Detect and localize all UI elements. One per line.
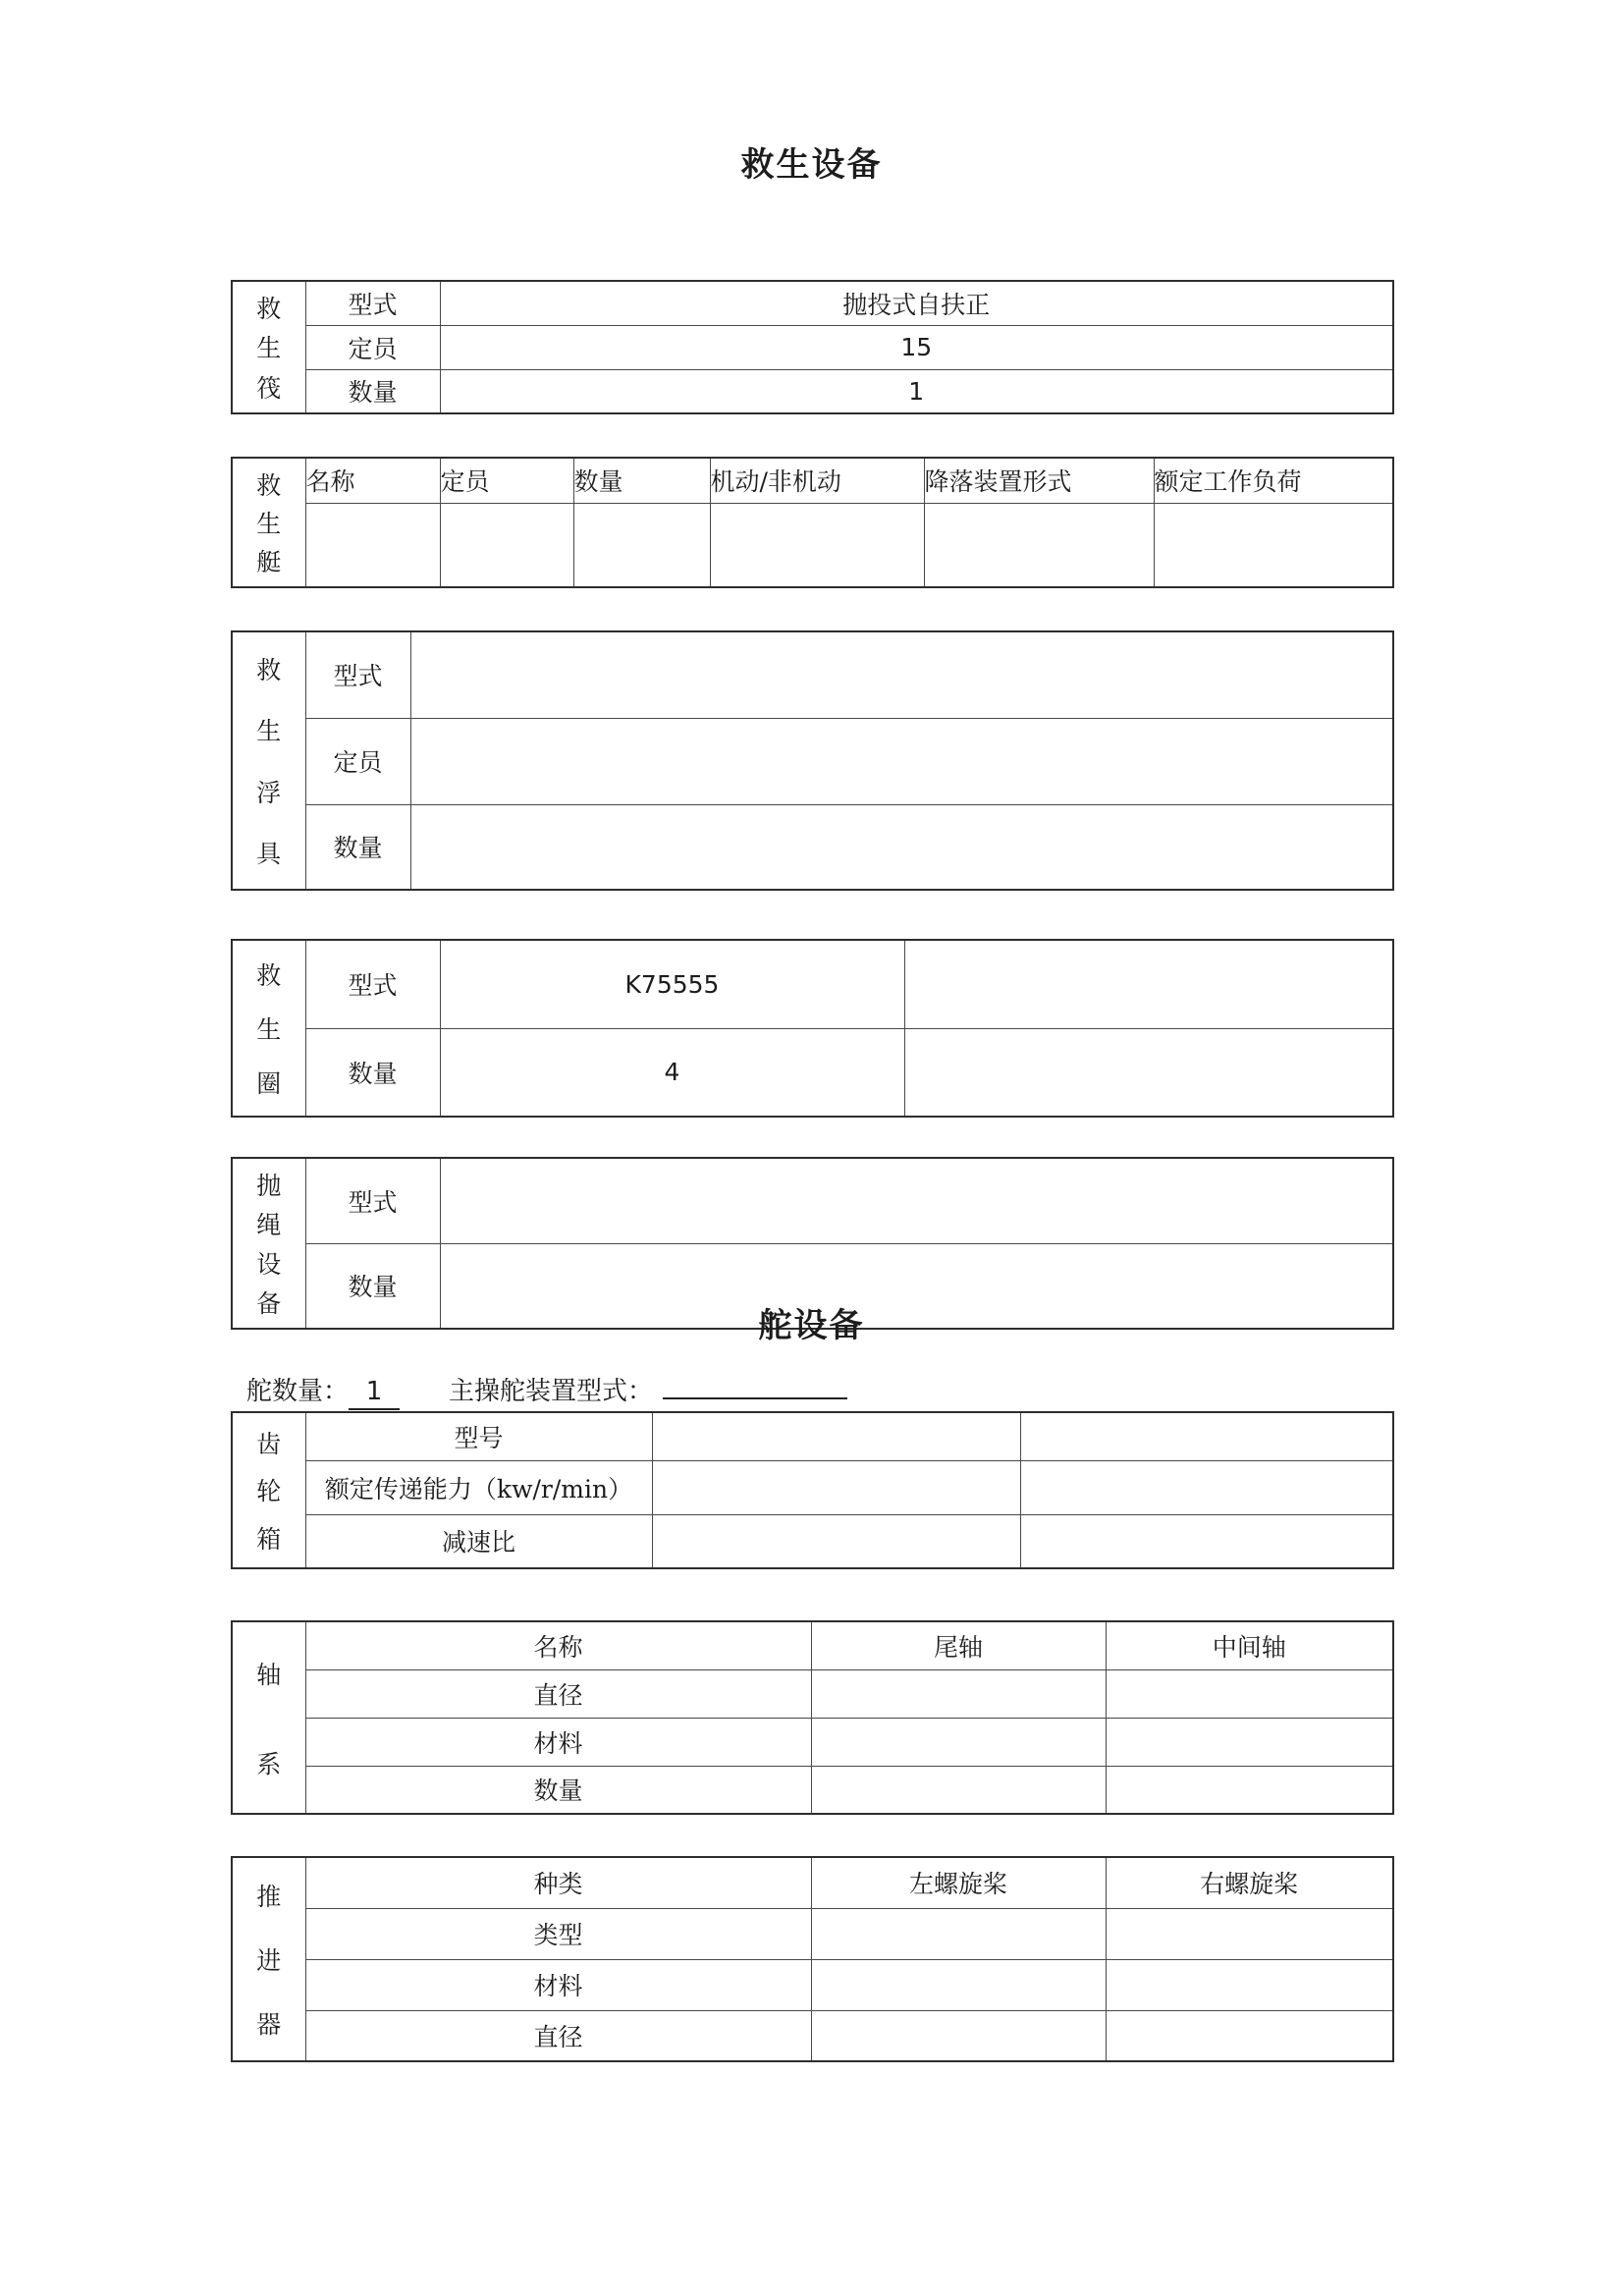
value-cell <box>410 718 1393 804</box>
value-cell <box>652 1514 1020 1568</box>
column-header: 额定工作负荷 <box>1154 458 1393 503</box>
row-label: 型式 <box>305 631 410 718</box>
value-cell <box>1106 2010 1393 2061</box>
value-cell <box>1106 1908 1393 1959</box>
group-label-line-throwing: 抛 绳 设 备 <box>232 1158 305 1329</box>
value-cell <box>410 631 1393 718</box>
column-header: 名称 <box>305 458 440 503</box>
table-gearbox <box>231 1411 1394 1569</box>
value-cell <box>440 1158 1393 1243</box>
value-cell: 15 <box>440 325 1393 369</box>
row-label: 型式 <box>305 281 440 325</box>
column-header: 右螺旋桨 <box>1106 1857 1393 1908</box>
value-cell <box>904 1028 1393 1117</box>
row-label: 类型 <box>305 1908 811 1959</box>
value-cell <box>573 503 710 587</box>
group-label-life-float: 救 生 浮 具 <box>232 631 305 890</box>
section-title-rudder: 舵设备 <box>758 1306 865 1345</box>
value-cell <box>652 1412 1020 1460</box>
group-label-life-buoy: 救 生 圈 <box>232 940 305 1117</box>
value-cell <box>904 940 1393 1028</box>
value-cell <box>1020 1460 1393 1514</box>
row-label: 数量 <box>305 369 440 413</box>
column-header: 名称 <box>305 1621 811 1669</box>
row-label: 数量 <box>305 1028 440 1117</box>
value-cell <box>1106 1718 1393 1766</box>
row-label: 定员 <box>305 718 410 804</box>
row-label: 减速比 <box>305 1514 652 1568</box>
steering-gear-type-blank <box>663 1368 847 1399</box>
value-cell <box>1154 503 1393 587</box>
row-label: 型号 <box>305 1412 652 1460</box>
row-label: 数量 <box>305 1243 440 1329</box>
row-label: 型式 <box>305 940 440 1028</box>
group-label-propeller: 推 进 器 <box>232 1857 305 2061</box>
table-life-raft <box>231 280 1394 414</box>
value-cell <box>811 1766 1106 1814</box>
column-header: 机动/非机动 <box>710 458 924 503</box>
column-header: 种类 <box>305 1857 811 1908</box>
group-label-gearbox: 齿 轮 箱 <box>232 1412 305 1568</box>
steering-gear-type-label: 主操舵装置型式： <box>449 1377 654 1406</box>
table-shafting <box>231 1620 1394 1815</box>
value-cell <box>811 1718 1106 1766</box>
row-label: 数量 <box>305 1766 811 1814</box>
value-cell <box>652 1460 1020 1514</box>
column-header: 数量 <box>573 458 710 503</box>
value-cell: 1 <box>440 369 1393 413</box>
rudder-count-label: 舵数量： <box>246 1377 350 1406</box>
value-cell <box>811 2010 1106 2061</box>
row-label: 型式 <box>305 1158 440 1243</box>
value-cell <box>1020 1412 1393 1460</box>
column-header: 定员 <box>440 458 573 503</box>
value-cell <box>305 503 440 587</box>
column-header: 中间轴 <box>1106 1621 1393 1669</box>
value-cell <box>1106 1959 1393 2010</box>
table-life-buoy <box>231 939 1394 1118</box>
row-label: 定员 <box>305 325 440 369</box>
value-cell <box>1106 1669 1393 1718</box>
value-cell <box>1106 1766 1393 1814</box>
group-label-lifeboat: 救 生 艇 <box>232 458 305 587</box>
group-label-life-raft: 救 生 筏 <box>232 281 305 413</box>
table-lifeboat <box>231 457 1394 588</box>
value-cell <box>811 1669 1106 1718</box>
table-propeller <box>231 1856 1394 2062</box>
row-label: 直径 <box>305 1669 811 1718</box>
row-label: 材料 <box>305 1718 811 1766</box>
value-cell <box>811 1959 1106 2010</box>
value-cell <box>811 1908 1106 1959</box>
row-label: 数量 <box>305 804 410 890</box>
value-cell <box>1020 1514 1393 1568</box>
column-header: 降落装置形式 <box>924 458 1154 503</box>
value-cell <box>440 503 573 587</box>
section-title-lifesaving: 救生设备 <box>740 145 883 185</box>
group-label-shafting: 轴 系 <box>232 1621 305 1814</box>
value-cell: 抛投式自扶正 <box>440 281 1393 325</box>
value-cell: 4 <box>440 1028 904 1117</box>
row-label: 额定传递能力（kw/r/min） <box>305 1460 652 1514</box>
row-label: 直径 <box>305 2010 811 2061</box>
value-cell <box>924 503 1154 587</box>
column-header: 左螺旋桨 <box>811 1857 1106 1908</box>
row-label: 材料 <box>305 1959 811 2010</box>
table-life-float <box>231 630 1394 891</box>
value-cell: K75555 <box>440 940 904 1028</box>
rudder-count-value: 1 <box>349 1375 400 1410</box>
rudder-count-line <box>231 1368 1392 1409</box>
column-header: 尾轴 <box>811 1621 1106 1669</box>
value-cell <box>410 804 1393 890</box>
value-cell <box>710 503 924 587</box>
